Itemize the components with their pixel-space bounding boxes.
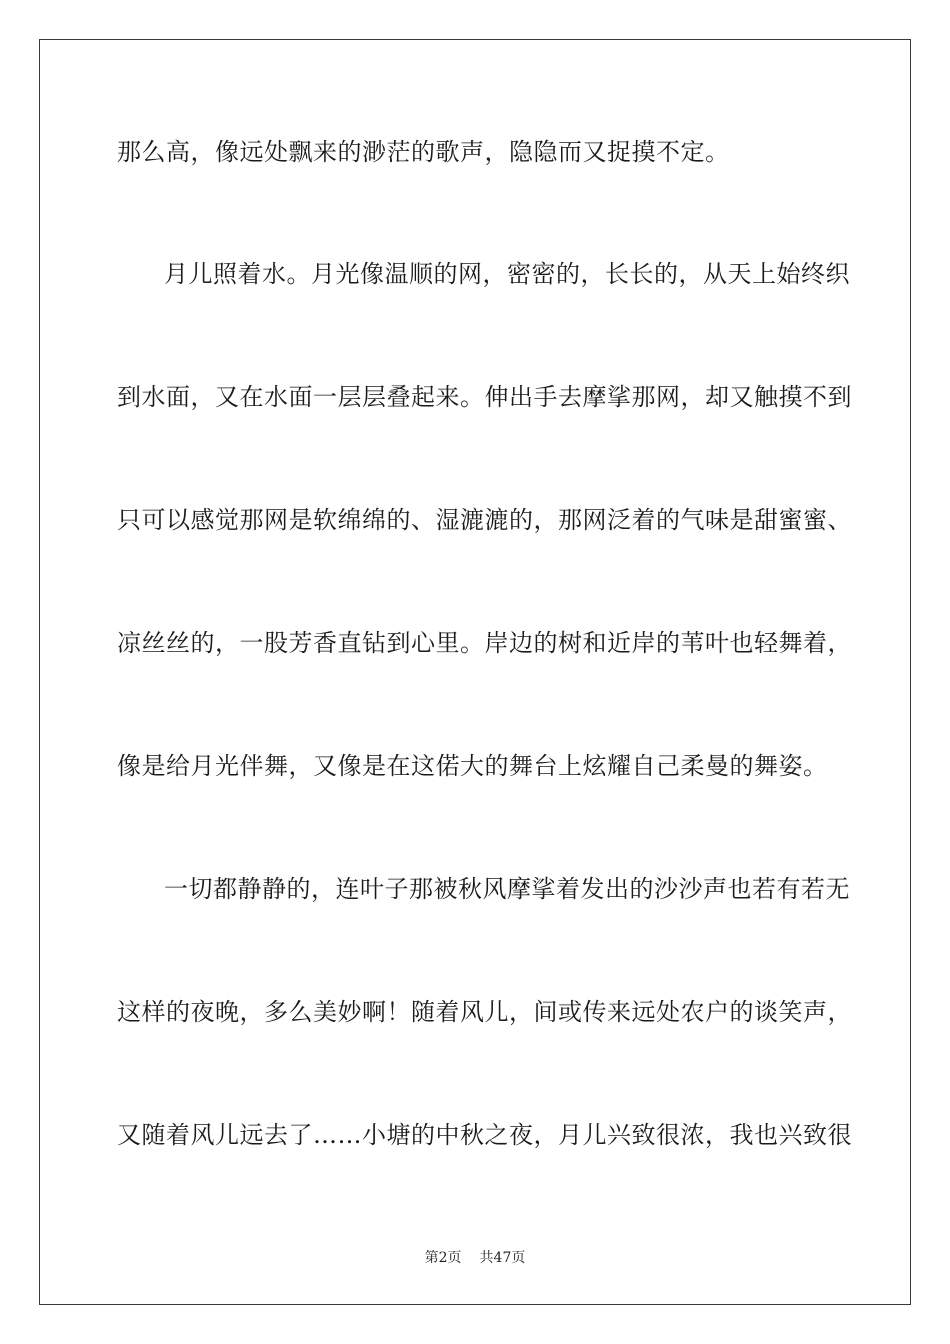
text-line-7: 一切都静静的，连叶子那被秋风摩挲着发出的沙沙声也若有若无 [164, 875, 850, 903]
page-border [39, 39, 911, 1305]
page-total: 共47页 [479, 1250, 526, 1266]
text-line-6: 像是给月光伴舞，又像是在这偌大的舞台上炫耀自己柔曼的舞姿。 [117, 752, 828, 780]
text-line-1: 那么高，像远处飘来的渺茫的歌声，隐隐而又捉摸不定。 [117, 138, 730, 166]
page-footer [0, 1247, 950, 1267]
text-line-9: 又随着风儿远去了……小塘的中秋之夜，月儿兴致很浓，我也兴致很 [117, 1121, 852, 1149]
text-line-2: 月儿照着水。月光像温顺的网，密密的，长长的，从天上始终织 [164, 260, 850, 288]
text-line-5: 凉丝丝的，一股芳香直钻到心里。岸边的树和近岸的苇叶也轻舞着， [117, 629, 852, 657]
text-line-3: 到水面，又在水面一层层叠起来。伸出手去摩挲那网，却又触摸不到 [117, 383, 852, 411]
text-line-4: 只可以感觉那网是软绵绵的、湿漉漉的，那网泛着的气味是甜蜜蜜、 [117, 506, 852, 534]
text-line-8: 这样的夜晚，多么美妙啊！随着风儿，间或传来远处农户的谈笑声， [117, 998, 852, 1026]
page-number: 第2页 [424, 1250, 462, 1266]
